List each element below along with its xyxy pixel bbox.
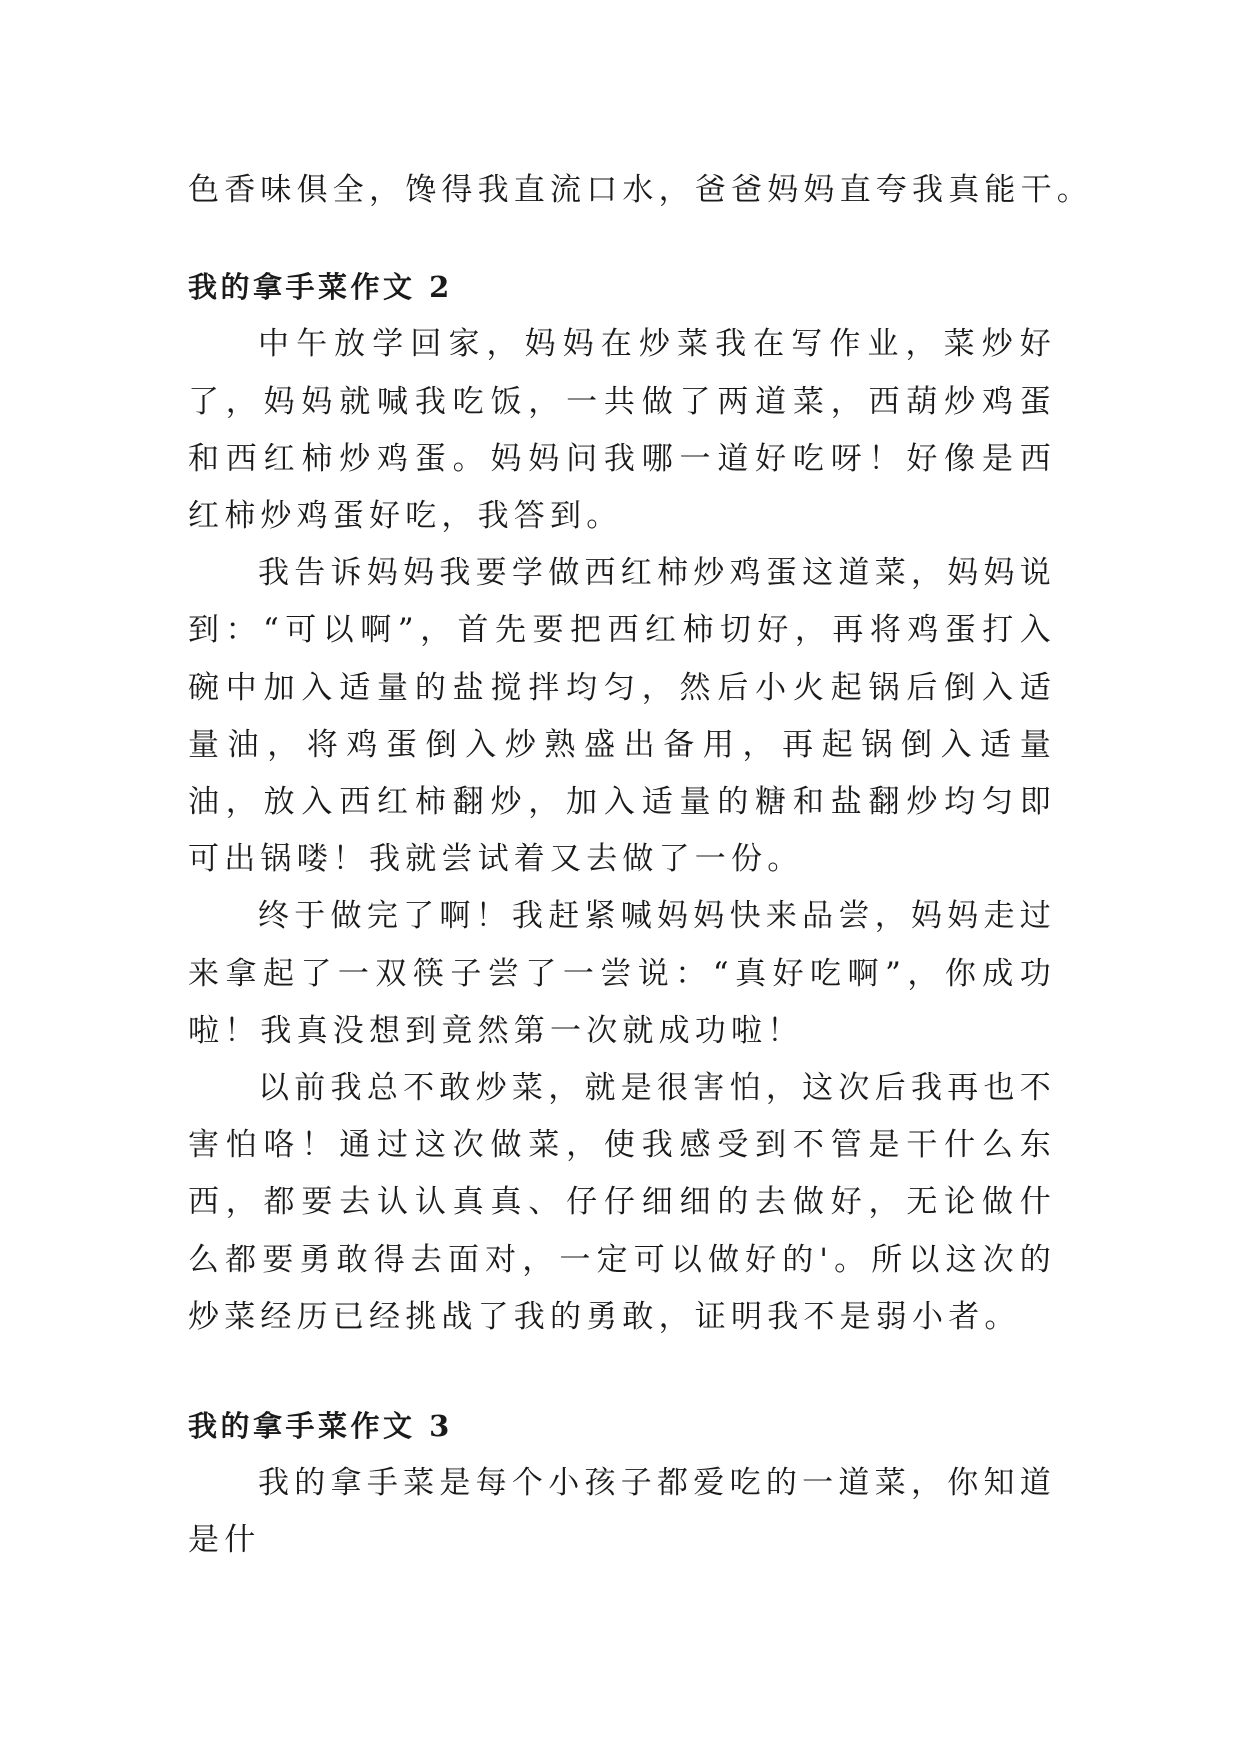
paragraph: 终于做完了啊！我赶紧喊妈妈快来品尝，妈妈走过来拿起了一双筷子尝了一尝说：“真好吃啊”，你成功啦！我真没想到竟然第一次就成功啦！ bbox=[188, 898, 1056, 1049]
paragraph: 以前我总不敢炒菜，就是很害怕，这次后我再也不害怕咯！通过这次做菜，使我感受到不管是干什么东西，都要去认认真真、仔仔细细的去做好，无论做什么都要勇敢得去面对，一定可以做好的'。所以这次的炒菜经历已经挑战了我的勇敢，证明我不是弱小者。 bbox=[188, 1070, 1056, 1335]
paragraph: 我告诉妈妈我要学做西红柿炒鸡蛋这道菜，妈妈说到：“可以啊”，首先要把西红柿切好，再将鸡蛋打入碗中加入适量的盐搅拌均匀，然后小火起锅后倒入适量油，将鸡蛋倒入炒熟盛出备用，再起锅倒入适量油，放入西红柿翻炒，加入适量的糖和盐翻炒均匀即可出锅喽！我就尝试着又去做了一份。 bbox=[188, 555, 1056, 878]
section-title: 我的拿手菜作文 3 bbox=[188, 1409, 453, 1444]
paragraph: 我的拿手菜是每个小孩子都爱吃的一道菜，你知道是什 bbox=[188, 1465, 1056, 1559]
essay-section-2 bbox=[188, 259, 1056, 1346]
document-page bbox=[188, 162, 1093, 1570]
essay-section-3 bbox=[188, 1398, 1056, 1570]
paragraph: 中午放学回家，妈妈在炒菜我在写作业，菜炒好了，妈妈就喊我吃饭，一共做了两道菜，西葫炒鸡蛋和西红柿炒鸡蛋。妈妈问我哪一道好吃呀！好像是西红柿炒鸡蛋好吃，我答到。 bbox=[188, 326, 1056, 535]
section-title: 我的拿手菜作文 2 bbox=[188, 270, 453, 305]
continuation-text: 色香味俱全，馋得我直流口水，爸爸妈妈直夸我真能干。 bbox=[188, 172, 1093, 208]
